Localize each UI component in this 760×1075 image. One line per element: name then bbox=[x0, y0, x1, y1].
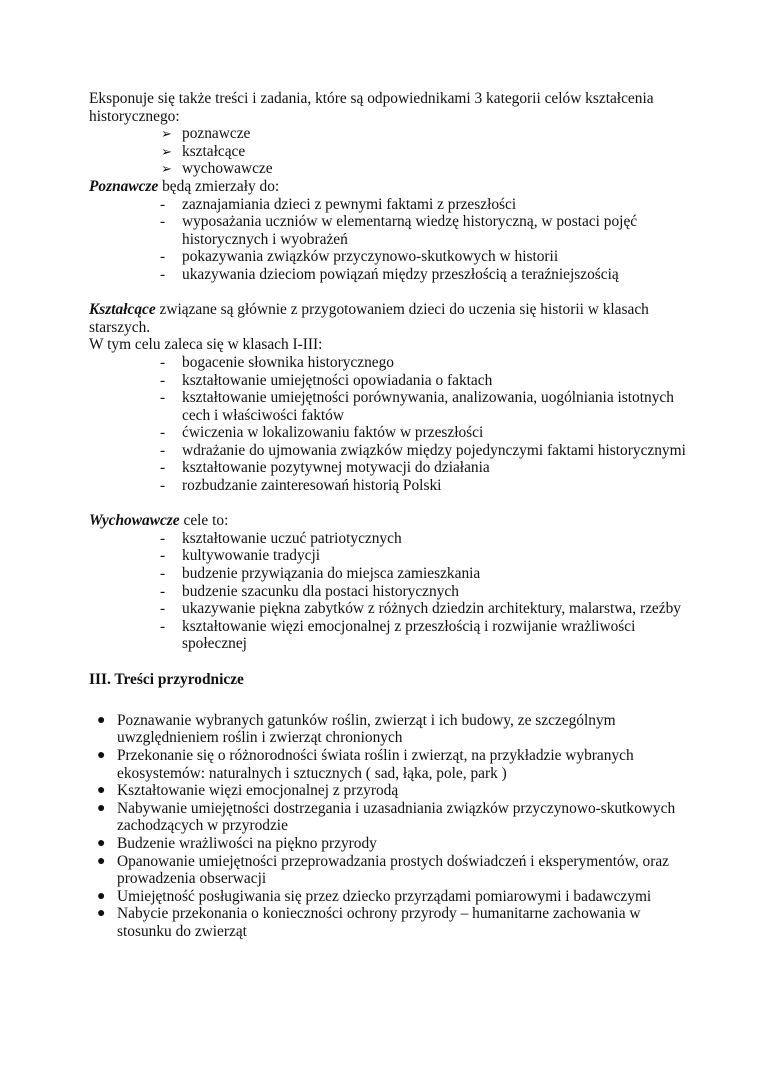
arrow-bullet-icon: ➢ bbox=[161, 161, 172, 177]
wychowawcze-heading: Wychowawcze cele to: bbox=[89, 512, 229, 530]
list-item: ● Przekonanie się o różnorodności świata roślin i zwierząt, na przykładzie wybranych ekosystemów: naturalnych i sztucznych ( sad, łąka, pole, park ) bbox=[97, 746, 634, 782]
section-heading: III. Treści przyrodnicze bbox=[89, 670, 244, 688]
bullet-icon: ● bbox=[97, 853, 106, 869]
dash-bullet-icon: - bbox=[160, 565, 166, 583]
list-item: ● Opanowanie umiejętności przeprowadzania prostych doświadczeń i eksperymentów, oraz prowadzenia obserwacji bbox=[97, 852, 670, 888]
list-item: ➢ poznawcze bbox=[161, 125, 251, 143]
list-item: - kształtowanie pozytywnej motywacji do działania bbox=[160, 459, 490, 477]
ksztalcace-heading: Kształcące związane są głównie z przygotowaniem dzieci do uczenia się historii w klasach starszych. bbox=[89, 301, 649, 336]
poznawcze-heading: Poznawcze będą zmierzały do: bbox=[89, 177, 280, 195]
list-item: ➢ wychowawcze bbox=[161, 160, 273, 178]
list-item: ● Nabycie przekonania o konieczności ochrony przyrody – humanitarne zachowania w stosunku do zwierząt bbox=[97, 905, 641, 940]
dash-bullet-icon: - bbox=[160, 248, 166, 266]
list-item: - wdrażanie do ujmowania związków między pojedynczymi faktami historycznymi bbox=[160, 441, 686, 459]
list-item: - ukazywania dzieciom powiązań między przeszłością a teraźniejszością bbox=[160, 265, 619, 283]
list-item: - kształtowanie umiejętności porównywania, analizowania, uogólniania istotnych cech i właściwości faktów bbox=[160, 389, 674, 424]
document-page bbox=[89, 90, 689, 941]
bullet-icon: ● bbox=[97, 835, 106, 851]
bullet-icon: ● bbox=[97, 888, 106, 904]
dash-bullet-icon: - bbox=[160, 600, 166, 618]
list-item: - ukazywanie piękna zabytków z różnych dziedzin architektury, malarstwa, rzeźby bbox=[160, 600, 681, 618]
bullet-icon: ● bbox=[97, 800, 106, 816]
dash-bullet-icon: - bbox=[160, 617, 166, 635]
dash-bullet-icon: - bbox=[160, 459, 166, 477]
list-item: ● Budzenie wrażliwości na piękno przyrody bbox=[97, 834, 377, 852]
bullet-icon: ● bbox=[97, 747, 106, 763]
list-item: - pokazywania związków przyczynowo-skutkowych w historii bbox=[160, 248, 559, 266]
dash-bullet-icon: - bbox=[160, 371, 166, 389]
dash-bullet-icon: - bbox=[160, 195, 166, 213]
przyrodnicze-list bbox=[89, 712, 689, 941]
list-item: - ćwiczenia w lokalizowaniu faktów w przeszłości bbox=[160, 424, 484, 442]
dash-bullet-icon: - bbox=[160, 477, 166, 495]
dash-bullet-icon: - bbox=[160, 582, 166, 600]
list-item: - rozbudzanie zainteresowań historią Polski bbox=[160, 477, 442, 495]
list-item: - kształtowanie więzi emocjonalnej z przeszłością i rozwijanie wrażliwości społecznej bbox=[160, 617, 636, 653]
dash-bullet-icon: - bbox=[160, 441, 166, 459]
bullet-icon: ● bbox=[97, 783, 106, 799]
list-item: - wyposażania uczniów w elementarną wiedzę historyczną, w postaci pojęć historycznych i wyobrażeń bbox=[160, 213, 638, 248]
list-item: - zaznajamiania dzieci z pewnymi faktami z przeszłości bbox=[160, 195, 517, 213]
bullet-icon: ● bbox=[97, 906, 106, 922]
dash-bullet-icon: - bbox=[160, 353, 166, 371]
ksztalcace-subline: W tym celu zaleca się w klasach I-III: bbox=[89, 336, 323, 354]
arrow-bullet-icon: ➢ bbox=[161, 126, 172, 142]
list-item: ● Poznawanie wybranych gatunków roślin, zwierząt i ich budowy, ze szczególnym uwzględnieniem roślin i zwierząt chronionych bbox=[97, 711, 616, 747]
list-item: - budzenie szacunku dla postaci historycznych bbox=[160, 582, 459, 600]
list-item: - kształtowanie uczuć patriotycznych bbox=[160, 529, 402, 547]
dash-bullet-icon: - bbox=[160, 529, 166, 547]
list-item: - bogacenie słownika historycznego bbox=[160, 353, 394, 371]
dash-bullet-icon: - bbox=[160, 547, 166, 565]
list-item: - kultywowanie tradycji bbox=[160, 547, 321, 565]
list-item: ● Umiejętność posługiwania się przez dziecko przyrządami pomiarowymi i badawczymi bbox=[97, 887, 652, 905]
list-item: ● Nabywanie umiejętności dostrzegania i uzasadniania związków przyczynowo-skutkowych zachodzących w przyrodzie bbox=[97, 799, 676, 835]
intro-paragraph: Eksponuje się także treści i zadania, które są odpowiednikami 3 kategorii celów kształcenia historycznego: bbox=[89, 90, 654, 125]
dash-bullet-icon: - bbox=[160, 213, 166, 231]
category-list bbox=[89, 125, 689, 178]
list-item: - budzenie przywiązania do miejsca zamieszkania bbox=[160, 565, 481, 583]
poznawcze-list bbox=[89, 196, 689, 284]
dash-bullet-icon: - bbox=[160, 265, 166, 283]
wychowawcze-list bbox=[89, 530, 689, 653]
list-item: ● Kształtowanie więzi emocjonalnej z przyrodą bbox=[97, 782, 399, 800]
arrow-bullet-icon: ➢ bbox=[161, 143, 172, 159]
dash-bullet-icon: - bbox=[160, 424, 166, 442]
list-item: ➢ kształcące bbox=[161, 142, 246, 160]
ksztalcace-list bbox=[89, 354, 689, 495]
bullet-icon: ● bbox=[97, 712, 106, 728]
list-item: - kształtowanie umiejętności opowiadania o faktach bbox=[160, 371, 493, 389]
dash-bullet-icon: - bbox=[160, 389, 166, 407]
